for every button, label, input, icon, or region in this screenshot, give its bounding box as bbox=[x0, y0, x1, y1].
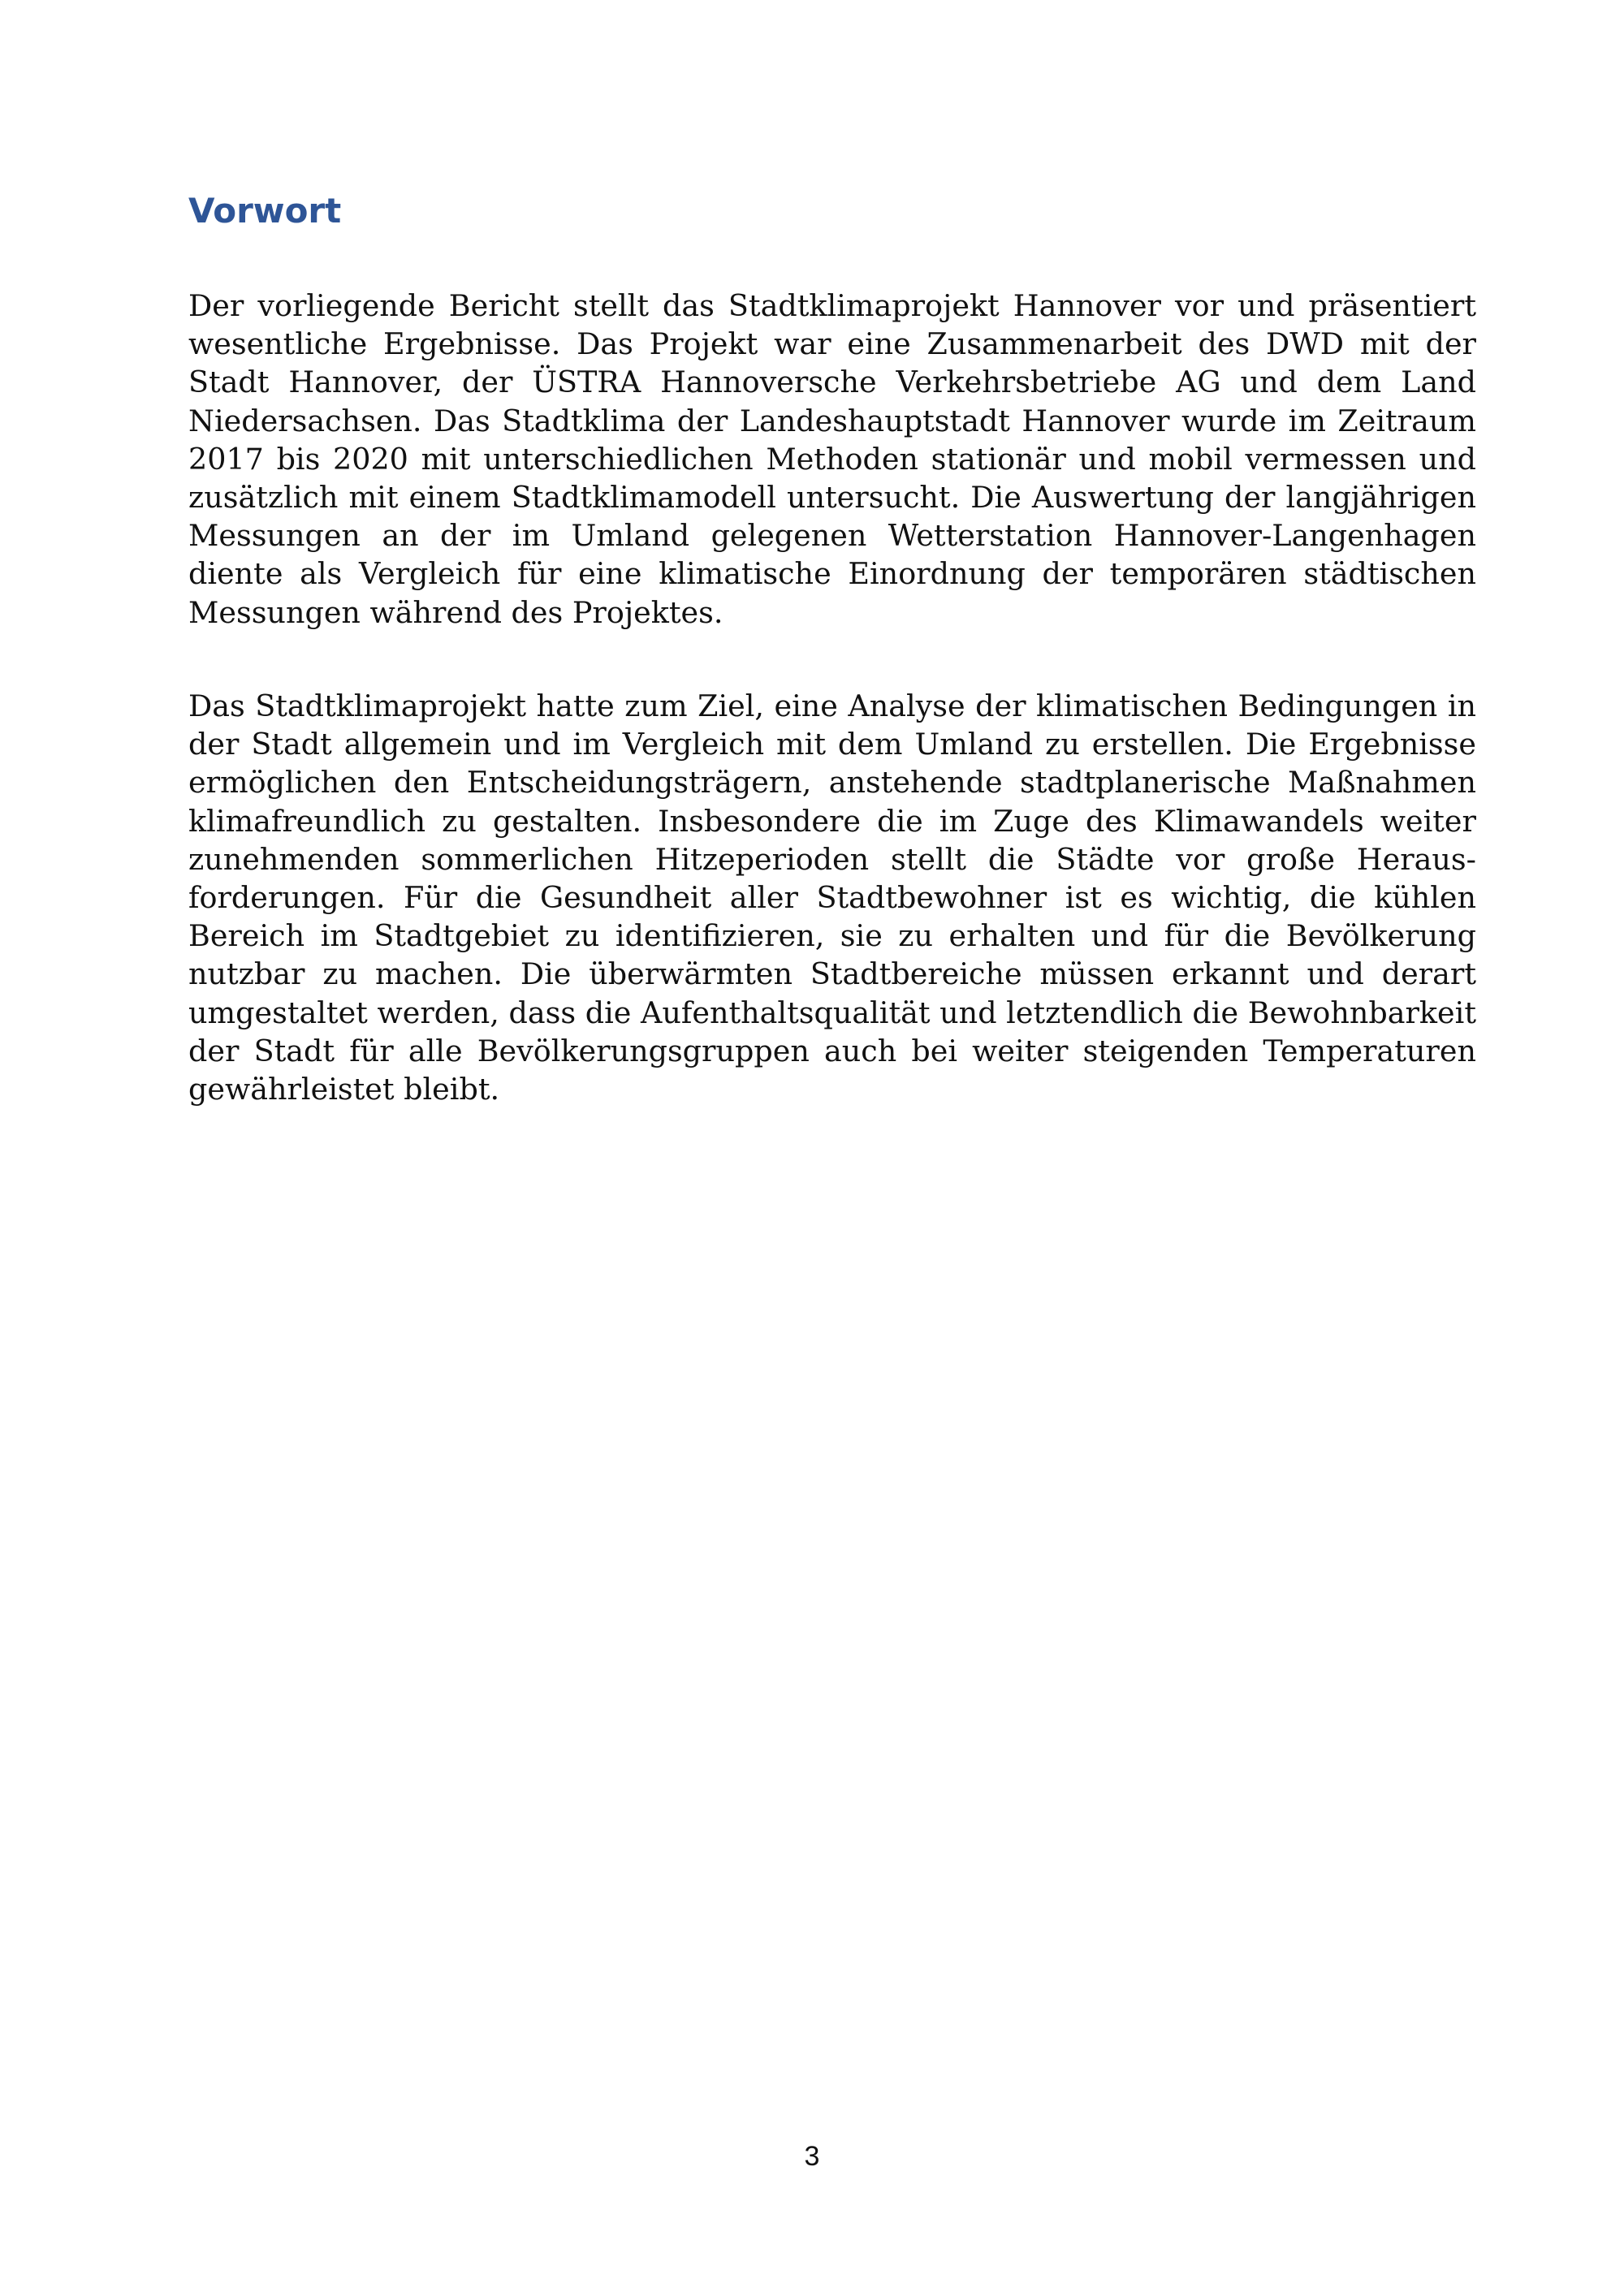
page-title: Vorwort bbox=[188, 191, 342, 231]
paragraph-intro: Der vorliegende Bericht stellt das Stadtklimaprojekt Hannover vor und präsentiert wesentliche Ergebnisse. Das Projekt war eine Zusammenarbeit des DWD mit der Stadt Hannover, der ÜSTRA Hannoversche Verkehrsbetriebe AG und dem Land Niedersachsen. Das Stadtklima der Landeshauptstadt Hannover wurde im Zeitraum 2017 bis 2020 mit unterschiedlichen Methoden stationär und mobil vermessen und zusätzlich mit einem Stadtklimamodell untersucht. Die Auswertung der langjährigen Messungen an der im Umland gelegenen Wetterstation Hannover-Langenhagen diente als Vergleich für eine klimatische Einordnung der temporären städtischen Messungen während des Projektes. bbox=[188, 288, 1476, 630]
paragraph-goals: Das Stadtklimaprojekt hatte zum Ziel, eine Analyse der klimatischen Bedingungen in der Stadt allgemein und im Vergleich mit dem Umland zu erstellen. Die Ergebnisse ermöglichen den Entscheidungsträgern, anstehende stadtplanerische Maßnahmen klimafreundlich zu gestalten. Insbesondere die im Zuge des Klimawandels weiter zunehmenden sommerlichen Hitzeperioden stellt die Städte vor große Herausforderungen. Für die Gesundheit aller Stadtbewohner ist es wichtig, die kühlen Bereich im Stadtgebiet zu identifizieren, sie zu erhalten und für die Bevölkerung nutzbar zu machen. Die überwärmten Stadtbereiche müssen erkannt und derart umgestaltet werden, dass die Aufenthaltsqualität und letztendlich die Bewohnbarkeit der Stadt für alle Bevölkerungsgruppen auch bei weiter steigenden Temperaturen gewährleistet bleibt. bbox=[188, 688, 1476, 1107]
page-number: 3 bbox=[804, 2141, 820, 2172]
